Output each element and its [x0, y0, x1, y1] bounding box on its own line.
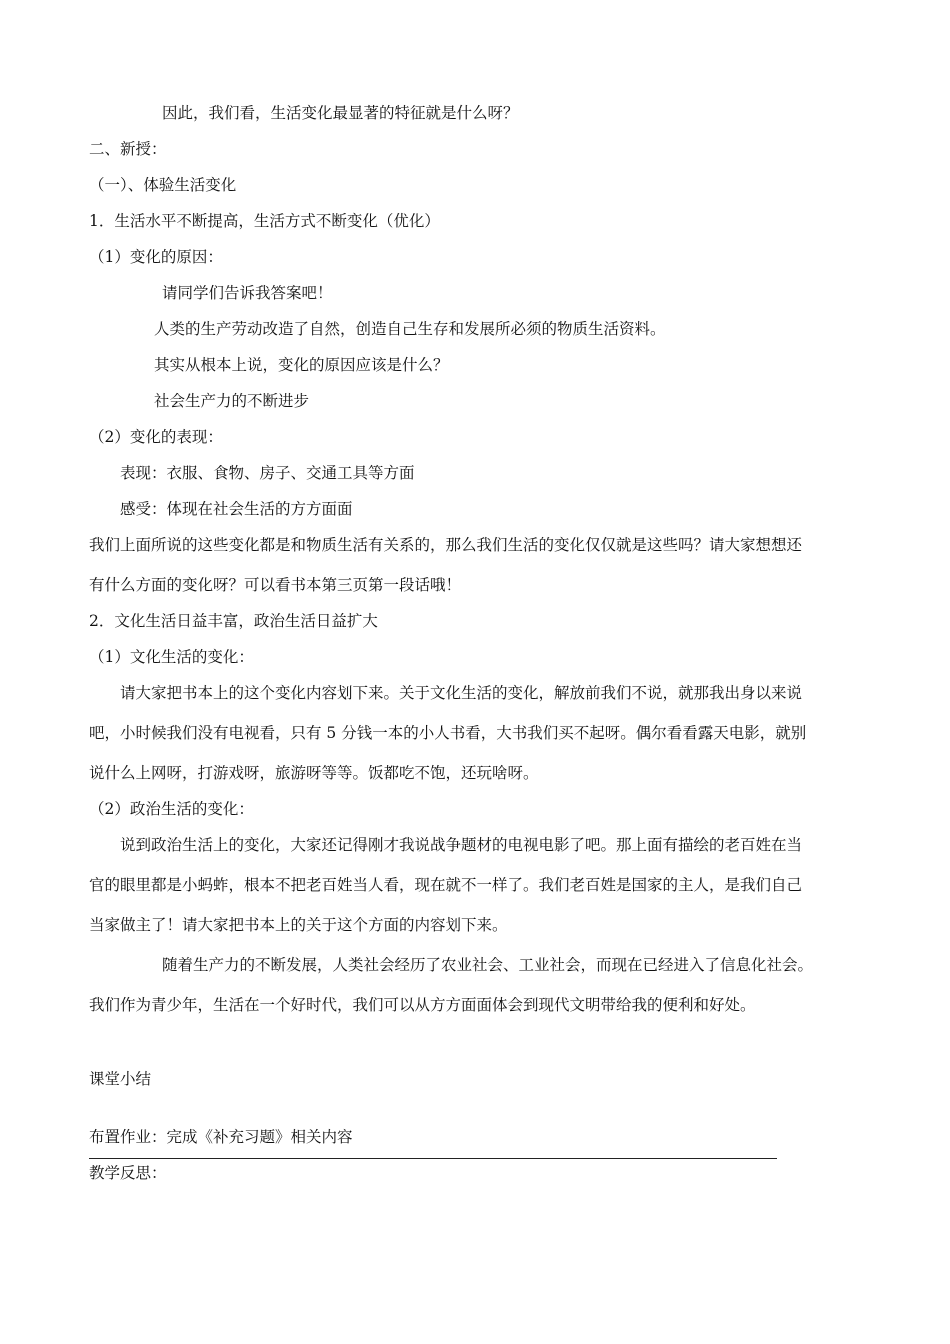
text-line: 感受：体现在社会生活的方方面面 — [120, 500, 353, 518]
paragraph-line: 有什么方面的变化呀？可以看书本第三页第一段话哦！ — [89, 576, 462, 594]
paragraph-line: 随着生产力的不断发展，人类社会经历了农业社会、工业社会，而现在已经进入了信息化社会。 — [162, 956, 814, 974]
teaching-reflection-label: 教学反思： — [89, 1164, 167, 1182]
subsection-heading: （一）、体验生活变化 — [89, 176, 237, 194]
text-line: 社会生产力的不断进步 — [154, 392, 310, 410]
paragraph-line: 吧，小时候我们没有电视看，只有 5 分钱一本的小人书看，大书我们买不起呀。偶尔看看露天电影，就别 — [89, 724, 807, 742]
point-heading-1: 1．生活水平不断提高，生活方式不断变化（优化） — [89, 212, 440, 230]
paragraph-line: 当家做主了！请大家把书本上的关于这个方面的内容划下来。 — [89, 916, 508, 934]
text-line: 其实从根本上说，变化的原因应该是什么？ — [154, 356, 449, 374]
text-line: 人类的生产劳动改造了自然，创造自己生存和发展所必须的物质生活资料。 — [154, 320, 666, 338]
paragraph-question: 因此，我们看，生活变化最显著的特征就是什么呀？ — [162, 104, 519, 122]
paragraph-line: 我们上面所说的这些变化都是和物质生活有关系的，那么我们生活的变化仅仅就是这些吗？请大家想想还 — [89, 536, 803, 554]
paragraph-line: 说到政治生活上的变化，大家还记得刚才我说战争题材的电视电影了吧。那上面有描绘的老百姓在当 — [120, 836, 803, 854]
divider-line — [89, 1158, 777, 1159]
point-heading-2: 2．文化生活日益丰富，政治生活日益扩大 — [89, 612, 378, 630]
paragraph-line: 说什么上网呀，打游戏呀，旅游呀等等。饭都吃不饱，还玩啥呀。 — [89, 764, 539, 782]
item-heading-cause: （1）变化的原因： — [89, 248, 223, 266]
paragraph-line: 我们作为青少年，生活在一个好时代，我们可以从方方面面体会到现代文明带给我的便利和好处。 — [89, 996, 756, 1014]
class-summary-heading: 课堂小结 — [89, 1070, 152, 1088]
text-line: 表现：衣服、食物、房子、交通工具等方面 — [120, 464, 415, 482]
item-heading-political: （2）政治生活的变化： — [89, 800, 254, 818]
item-heading-manifestation: （2）变化的表现： — [89, 428, 223, 446]
paragraph-line: 官的眼里都是小蚂蚱，根本不把老百姓当人看，现在就不一样了。我们老百姓是国家的主人，是我们自己 — [89, 876, 803, 894]
homework-line: 布置作业：完成《补充习题》相关内容 — [89, 1128, 353, 1146]
paragraph-line: 请大家把书本上的这个变化内容划下来。关于文化生活的变化，解放前我们不说，就那我出身以来说 — [120, 684, 803, 702]
section-heading-new-lesson: 二、新授： — [89, 140, 167, 158]
text-line: 请同学们告诉我答案吧！ — [162, 284, 333, 302]
item-heading-cultural: （1）文化生活的变化： — [89, 648, 254, 666]
